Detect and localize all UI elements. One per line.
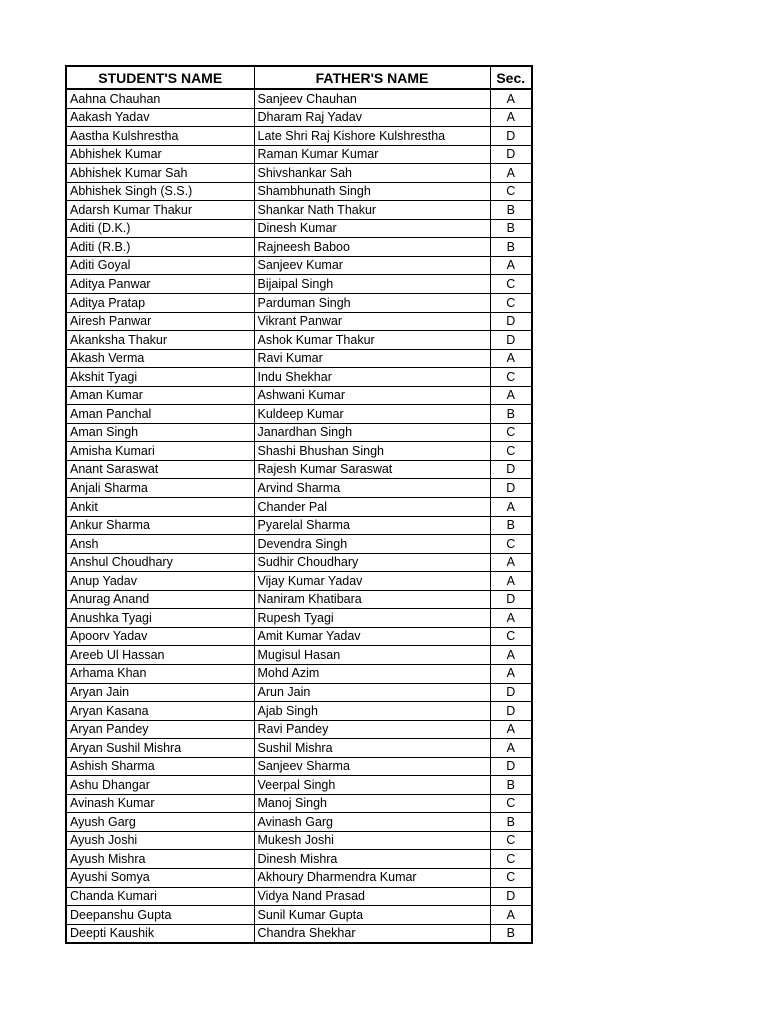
father-name-cell: Vidya Nand Prasad [254,887,490,906]
father-name-cell: Amit Kumar Yadav [254,627,490,646]
table-row [66,702,532,721]
student-name-cell: Ashu Dhangar [66,776,254,795]
student-name-cell: Aman Singh [66,423,254,442]
student-name-cell: Airesh Panwar [66,312,254,331]
section-cell: C [490,868,532,887]
section-cell: A [490,739,532,758]
student-name-cell: Aastha Kulshrestha [66,127,254,146]
father-name-cell: Avinash Garg [254,813,490,832]
father-name-cell: Raman Kumar Kumar [254,145,490,164]
father-name-cell: Ravi Pandey [254,720,490,739]
father-name-cell: Dinesh Kumar [254,219,490,238]
student-name-cell: Deepti Kaushik [66,924,254,943]
student-name-cell: Anshul Choudhary [66,553,254,572]
table-row [66,238,532,257]
section-cell: A [490,386,532,405]
student-name-cell: Adarsh Kumar Thakur [66,201,254,220]
table-row [66,164,532,183]
father-name-cell: Shambhunath Singh [254,182,490,201]
section-cell: B [490,924,532,943]
father-name-cell: Mohd Azim [254,664,490,683]
section-cell: A [490,906,532,925]
section-cell: A [490,572,532,591]
table-row [66,683,532,702]
table-row [66,108,532,127]
student-name-cell: Ashish Sharma [66,757,254,776]
section-cell: C [490,535,532,554]
section-cell: B [490,405,532,424]
section-cell: D [490,312,532,331]
father-name-cell: Shashi Bhushan Singh [254,442,490,461]
father-name-cell: Chander Pal [254,498,490,517]
student-name-cell: Anushka Tyagi [66,609,254,628]
student-name-cell: Ayush Garg [66,813,254,832]
section-cell: B [490,813,532,832]
student-name-cell: Akshit Tyagi [66,368,254,387]
student-name-cell: Aditi (R.B.) [66,238,254,257]
section-cell: D [490,331,532,350]
section-cell: A [490,553,532,572]
section-cell: B [490,776,532,795]
header-section: Sec. [490,66,532,89]
father-name-cell: Devendra Singh [254,535,490,554]
section-cell: A [490,720,532,739]
father-name-cell: Rupesh Tyagi [254,609,490,628]
student-name-cell: Ankit [66,498,254,517]
father-name-cell: Akhoury Dharmendra Kumar [254,868,490,887]
table-row [66,813,532,832]
father-name-cell: Shivshankar Sah [254,164,490,183]
father-name-cell: Ajab Singh [254,702,490,721]
section-cell: C [490,850,532,869]
student-name-cell: Apoorv Yadav [66,627,254,646]
section-cell: B [490,238,532,257]
father-name-cell: Sushil Mishra [254,739,490,758]
section-cell: A [490,609,532,628]
section-cell: A [490,164,532,183]
table-row [66,145,532,164]
section-cell: A [490,256,532,275]
section-cell: C [490,794,532,813]
table-row [66,739,532,758]
student-name-cell: Ayushi Somya [66,868,254,887]
student-name-cell: Aryan Pandey [66,720,254,739]
section-cell: D [490,460,532,479]
section-cell: A [490,89,532,108]
section-cell: A [490,349,532,368]
table-row [66,609,532,628]
table-row [66,776,532,795]
father-name-cell: Arvind Sharma [254,479,490,498]
student-name-cell: Aakash Yadav [66,108,254,127]
student-name-cell: Aryan Jain [66,683,254,702]
father-name-cell: Sanjeev Sharma [254,757,490,776]
father-name-cell: Manoj Singh [254,794,490,813]
table-row [66,572,532,591]
section-cell: C [490,368,532,387]
father-name-cell: Ashwani Kumar [254,386,490,405]
table-row [66,349,532,368]
table-row [66,924,532,943]
table-row [66,887,532,906]
student-name-cell: Ansh [66,535,254,554]
father-name-cell: Dinesh Mishra [254,850,490,869]
table-row [66,219,532,238]
student-name-cell: Ayush Mishra [66,850,254,869]
table-row [66,850,532,869]
student-name-cell: Aryan Kasana [66,702,254,721]
table-row [66,256,532,275]
student-name-cell: Abhishek Singh (S.S.) [66,182,254,201]
section-cell: C [490,182,532,201]
father-name-cell: Sanjeev Chauhan [254,89,490,108]
father-name-cell: Veerpal Singh [254,776,490,795]
student-name-cell: Chanda Kumari [66,887,254,906]
table-row [66,127,532,146]
student-name-cell: Akash Verma [66,349,254,368]
student-name-cell: Aditya Panwar [66,275,254,294]
student-roster-table [65,65,533,944]
table-row [66,757,532,776]
section-cell: B [490,201,532,220]
student-name-cell: Aman Kumar [66,386,254,405]
student-name-cell: Akanksha Thakur [66,331,254,350]
father-name-cell: Ashok Kumar Thakur [254,331,490,350]
section-cell: D [490,127,532,146]
student-name-cell: Abhishek Kumar Sah [66,164,254,183]
table-row [66,627,532,646]
father-name-cell: Janardhan Singh [254,423,490,442]
student-name-cell: Anurag Anand [66,590,254,609]
student-name-cell: Aman Panchal [66,405,254,424]
table-row [66,479,532,498]
father-name-cell: Bijaipal Singh [254,275,490,294]
student-name-cell: Abhishek Kumar [66,145,254,164]
table-row [66,201,532,220]
table-row [66,386,532,405]
student-name-cell: Aditya Pratap [66,294,254,313]
table-row [66,498,532,517]
student-name-cell: Avinash Kumar [66,794,254,813]
section-cell: C [490,423,532,442]
father-name-cell: Naniram Khatibara [254,590,490,609]
student-name-cell: Amisha Kumari [66,442,254,461]
father-name-cell: Mukesh Joshi [254,831,490,850]
table-row [66,442,532,461]
section-cell: D [490,887,532,906]
section-cell: C [490,294,532,313]
section-cell: C [490,627,532,646]
table-row [66,275,532,294]
section-cell: C [490,275,532,294]
section-cell: C [490,831,532,850]
father-name-cell: Late Shri Raj Kishore Kulshrestha [254,127,490,146]
table-row [66,460,532,479]
table-row [66,182,532,201]
section-cell: A [490,664,532,683]
header-father-name: FATHER'S NAME [254,66,490,89]
section-cell: A [490,498,532,517]
father-name-cell: Rajesh Kumar Saraswat [254,460,490,479]
father-name-cell: Mugisul Hasan [254,646,490,665]
table-row [66,646,532,665]
table-row [66,294,532,313]
table-row [66,331,532,350]
table-row [66,312,532,331]
student-name-cell: Aryan Sushil Mishra [66,739,254,758]
section-cell: D [490,145,532,164]
section-cell: D [490,757,532,776]
student-name-cell: Anant Saraswat [66,460,254,479]
student-name-cell: Arhama Khan [66,664,254,683]
father-name-cell: Sudhir Choudhary [254,553,490,572]
table-row [66,535,532,554]
section-cell: D [490,683,532,702]
father-name-cell: Kuldeep Kumar [254,405,490,424]
father-name-cell: Vikrant Panwar [254,312,490,331]
header-student-name: STUDENT'S NAME [66,66,254,89]
table-row [66,405,532,424]
section-cell: A [490,646,532,665]
student-name-cell: Ayush Joshi [66,831,254,850]
student-name-cell: Areeb Ul Hassan [66,646,254,665]
table-row [66,590,532,609]
header-row [66,66,532,89]
table-row [66,553,532,572]
section-cell: B [490,516,532,535]
table-row [66,516,532,535]
father-name-cell: Parduman Singh [254,294,490,313]
student-name-cell: Aditi (D.K.) [66,219,254,238]
table-row [66,89,532,108]
table-row [66,906,532,925]
father-name-cell: Chandra Shekhar [254,924,490,943]
section-cell: D [490,702,532,721]
father-name-cell: Arun Jain [254,683,490,702]
section-cell: A [490,108,532,127]
father-name-cell: Sunil Kumar Gupta [254,906,490,925]
father-name-cell: Vijay Kumar Yadav [254,572,490,591]
table-row [66,794,532,813]
student-name-cell: Anup Yadav [66,572,254,591]
student-name-cell: Anjali Sharma [66,479,254,498]
table-row [66,423,532,442]
father-name-cell: Sanjeev Kumar [254,256,490,275]
section-cell: C [490,442,532,461]
father-name-cell: Shankar Nath Thakur [254,201,490,220]
father-name-cell: Indu Shekhar [254,368,490,387]
student-name-cell: Aahna Chauhan [66,89,254,108]
section-cell: B [490,219,532,238]
father-name-cell: Dharam Raj Yadav [254,108,490,127]
table-row [66,868,532,887]
student-name-cell: Deepanshu Gupta [66,906,254,925]
father-name-cell: Pyarelal Sharma [254,516,490,535]
table-row [66,720,532,739]
table-row [66,831,532,850]
student-name-cell: Aditi Goyal [66,256,254,275]
table-body [66,89,532,943]
table-row [66,664,532,683]
father-name-cell: Rajneesh Baboo [254,238,490,257]
father-name-cell: Ravi Kumar [254,349,490,368]
section-cell: D [490,590,532,609]
student-name-cell: Ankur Sharma [66,516,254,535]
section-cell: D [490,479,532,498]
table-row [66,368,532,387]
